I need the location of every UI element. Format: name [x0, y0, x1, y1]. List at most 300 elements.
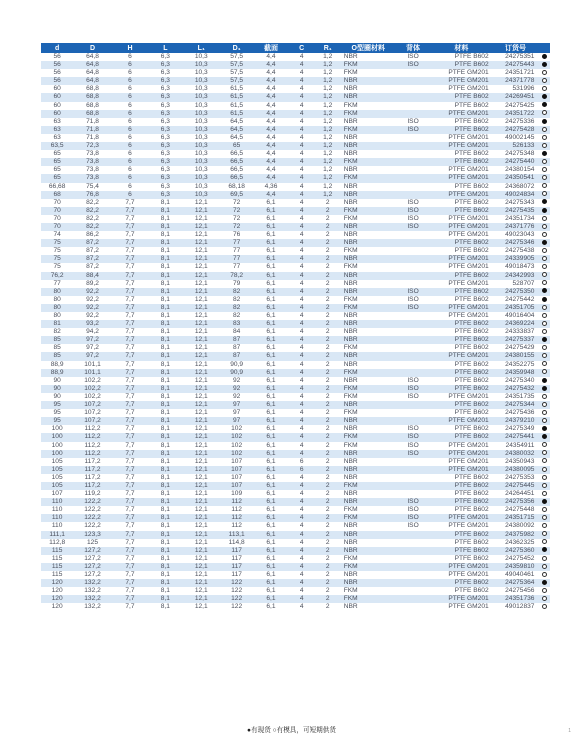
cell-section: 6,1 [253, 288, 288, 296]
cell-order-no: 24380154 [505, 166, 535, 174]
cell-L1: 10,3 [183, 191, 220, 199]
table-row [41, 110, 550, 118]
cell-material: PTFE B602 [454, 198, 489, 206]
cell-H: 6 [128, 117, 132, 125]
cell-oring-material: NBR [341, 531, 396, 539]
cell-D1: 122 [220, 579, 253, 587]
table-row [41, 312, 550, 320]
cell-d: 88,9 [50, 360, 64, 368]
cell-backing: ISO [407, 506, 419, 514]
cell-material: PTFE B602 [454, 360, 489, 368]
cell-backing [396, 539, 430, 547]
cell-R1: 2 [315, 369, 341, 377]
cell-C: 4 [299, 571, 304, 578]
cell-section: 6,1 [253, 595, 288, 603]
in-stock-dot-icon [542, 337, 547, 342]
cell-R1: 1,2 [315, 126, 341, 134]
cell-backing [396, 85, 430, 93]
cell-availability [538, 223, 550, 231]
cell-D: 94,2 [86, 328, 99, 336]
mold-available-circle-icon [542, 483, 547, 488]
cell-d: 90 [41, 385, 73, 393]
cell-D1: 77 [220, 239, 253, 247]
cell-L1: 12,1 [194, 328, 208, 336]
table-row [41, 61, 550, 69]
mold-available-circle-icon [542, 264, 547, 269]
cell-R1: 1,2 [315, 77, 341, 85]
cell-D: 88,4 [73, 272, 112, 280]
cell-H: 7,7 [125, 441, 135, 449]
cell-L1: 12,1 [183, 547, 220, 555]
cell-L: 8,1 [160, 263, 170, 271]
cell-L1: 12,1 [183, 450, 220, 458]
cell-order-no: 24380092 [505, 522, 535, 530]
cell-R1: 2 [315, 547, 341, 555]
cell-availability [538, 134, 550, 142]
cell-order-no: 24275441 [493, 433, 539, 441]
cell-d: 107 [51, 490, 63, 498]
cell-R1: 2 [325, 312, 330, 319]
cell-section: 6,1 [253, 385, 288, 393]
cell-order-no: 24275428 [493, 126, 539, 134]
cell-L1: 12,1 [183, 514, 220, 522]
cell-R1: 1,2 [315, 110, 341, 118]
cell-availability [538, 401, 550, 409]
cell-section: 4,4 [266, 101, 276, 109]
cell-availability [538, 288, 550, 296]
cell-C: 4 [289, 320, 315, 328]
cell-d: 68 [41, 191, 73, 199]
cell-material: PTFE B602 [430, 272, 492, 280]
cell-C: 4 [289, 207, 315, 215]
cell-order-no: 24380155 [493, 352, 539, 360]
cell-availability [538, 142, 550, 150]
cell-d: 105 [51, 473, 63, 481]
cell-L: 8,1 [160, 522, 170, 530]
cell-L: 6,3 [160, 166, 170, 174]
cell-availability [538, 506, 550, 514]
cell-D: 87,2 [86, 247, 99, 255]
cell-material: PTFE B602 [430, 126, 492, 134]
cell-R1: 2 [315, 563, 341, 571]
table-row [41, 417, 550, 425]
cell-d: 56 [41, 77, 73, 85]
cell-material: PTFE B602 [454, 117, 489, 125]
cell-D1: 102 [231, 425, 243, 433]
cell-material: PTFE B602 [430, 288, 492, 296]
cell-L: 8,1 [148, 531, 182, 539]
cell-order-no: 24351721 [505, 69, 535, 77]
cell-section: 6,1 [253, 417, 288, 425]
cell-H: 7,7 [112, 207, 148, 215]
cell-D: 102,2 [73, 385, 112, 393]
table-row [41, 142, 550, 150]
cell-L1: 12,1 [183, 288, 220, 296]
cell-section: 6,1 [253, 401, 288, 409]
header-oring-material: O型圈材料 [341, 43, 396, 53]
cell-C: 4 [289, 288, 315, 296]
table-row [41, 442, 550, 450]
cell-R1: 2 [315, 207, 341, 215]
mold-available-circle-icon [542, 135, 547, 140]
cell-D1: 97 [232, 409, 241, 417]
in-stock-dot-icon [542, 54, 547, 59]
cell-L: 8,1 [160, 328, 170, 336]
cell-H: 7,7 [112, 369, 148, 377]
cell-H: 7,7 [125, 506, 135, 514]
cell-L1: 12,1 [183, 385, 220, 393]
table-row [41, 320, 550, 328]
cell-R1: 2 [315, 595, 341, 603]
cell-availability [538, 93, 550, 101]
cell-D1: 90,9 [220, 369, 253, 377]
header-L1: L₁ [183, 43, 220, 53]
mold-available-circle-icon [542, 531, 547, 536]
cell-d: 120 [41, 595, 73, 603]
cell-H: 7,7 [112, 385, 148, 393]
cell-backing: ISO [407, 295, 419, 303]
cell-oring-material: FKM [343, 554, 358, 562]
cell-H: 6 [112, 77, 148, 85]
cell-L: 8,1 [160, 441, 170, 449]
cell-material: PTFE B602 [454, 328, 489, 336]
cell-R1: 2 [315, 579, 341, 587]
cell-D1: 87 [220, 336, 253, 344]
cell-D1: 77 [232, 247, 241, 255]
table-header-row [41, 43, 550, 53]
cell-order-no: 24275337 [493, 336, 539, 344]
cell-L1: 12,1 [194, 554, 208, 562]
cell-L: 8,1 [148, 563, 182, 571]
cell-D1: 66,5 [220, 174, 253, 182]
cell-D1: 66,5 [230, 150, 244, 158]
cell-availability [538, 352, 550, 360]
cell-R1: 2 [325, 360, 330, 368]
cell-order-no: 24339905 [493, 255, 539, 263]
cell-D: 92,2 [73, 288, 112, 296]
cell-section: 6,1 [266, 603, 276, 611]
cell-material: PTFE B602 [430, 482, 492, 490]
cell-section: 6,1 [253, 547, 288, 555]
cell-order-no: 24269451 [493, 93, 539, 101]
cell-D1: 64,5 [220, 126, 253, 134]
cell-d: 110 [41, 498, 73, 506]
cell-H: 7,7 [112, 433, 148, 441]
cell-order-no: 24375982 [493, 531, 539, 539]
cell-section: 6,1 [253, 336, 288, 344]
cell-H: 7,7 [125, 409, 135, 417]
cell-D: 102,2 [84, 376, 101, 384]
cell-material: PTFE GM201 [448, 392, 489, 400]
cell-R1: 2 [315, 514, 341, 522]
cell-L: 8,1 [148, 547, 182, 555]
cell-L1: 12,1 [183, 255, 220, 263]
cell-material: PTFE B602 [454, 344, 489, 352]
mold-available-circle-icon [542, 280, 547, 285]
cell-D: 64,8 [86, 69, 99, 77]
cell-D1: 87 [232, 344, 241, 352]
cell-R1: 1,2 [323, 117, 333, 125]
cell-L1: 12,1 [194, 506, 208, 514]
cell-D1: 82 [232, 312, 241, 319]
cell-d: 115 [41, 563, 73, 571]
cell-C: 6 [289, 466, 315, 474]
cell-d: 70 [53, 198, 61, 206]
cell-order-no: 24275351 [505, 53, 535, 60]
cell-order-no: 24352275 [505, 360, 535, 368]
cell-H: 6 [112, 142, 148, 150]
cell-L1: 12,1 [194, 571, 208, 578]
cell-R1: 1,2 [315, 93, 341, 101]
cell-L: 6,3 [160, 150, 170, 158]
cell-H: 6 [128, 182, 132, 190]
cell-R1: 1,2 [315, 61, 341, 69]
cell-d: 115 [41, 547, 73, 555]
cell-oring-material: NBR [341, 223, 396, 231]
mold-available-circle-icon [542, 369, 547, 374]
cell-L: 8,1 [160, 587, 170, 595]
cell-backing [396, 272, 430, 280]
cell-L1: 12,1 [194, 587, 208, 595]
cell-L: 8,1 [148, 514, 182, 522]
cell-section: 6,1 [253, 207, 288, 215]
cell-C: 4 [289, 272, 315, 280]
cell-C: 4 [289, 595, 315, 603]
cell-L1: 12,1 [183, 272, 220, 280]
cell-C: 4 [289, 93, 315, 101]
cell-order-no: 24351735 [505, 392, 535, 400]
cell-section: 6,1 [266, 538, 276, 546]
cell-D: 132,2 [84, 587, 101, 595]
cell-D: 73,8 [86, 166, 99, 174]
cell-backing: ISO [396, 126, 430, 134]
cell-L: 6,3 [160, 53, 170, 60]
cell-L: 8,1 [160, 344, 170, 352]
cell-availability [538, 85, 550, 93]
cell-order-no: 24275344 [493, 401, 539, 409]
cell-D1: 77 [220, 255, 253, 263]
cell-section: 6,1 [253, 239, 288, 247]
cell-C: 4 [299, 101, 304, 109]
cell-backing [396, 458, 430, 466]
cell-order-no: 24275452 [505, 554, 535, 562]
cell-material: PTFE GM201 [430, 352, 492, 360]
cell-backing [396, 312, 430, 320]
cell-oring-material: FKM [343, 587, 358, 595]
cell-section: 6,1 [266, 490, 276, 498]
cell-backing [396, 531, 430, 539]
cell-backing [396, 401, 430, 409]
cell-C: 4 [299, 182, 304, 190]
cell-backing [396, 263, 430, 271]
mold-available-circle-icon [542, 272, 547, 277]
cell-d: 112,8 [49, 538, 66, 546]
cell-L1: 12,1 [183, 352, 220, 360]
table-row [41, 595, 550, 603]
cell-L: 8,1 [148, 336, 182, 344]
cell-order-no: 24380032 [493, 450, 539, 458]
cell-material: PTFE B602 [430, 239, 492, 247]
cell-availability [538, 498, 550, 506]
cell-section: 6,1 [253, 304, 288, 312]
cell-section: 6,1 [266, 457, 276, 465]
cell-L1: 12,1 [183, 531, 220, 539]
cell-section: 6,1 [266, 441, 276, 449]
mold-available-circle-icon [542, 167, 547, 172]
table-row [41, 425, 550, 433]
cell-d: 70 [41, 207, 73, 215]
cell-L: 8,1 [160, 198, 170, 206]
cell-L1: 12,1 [183, 369, 220, 377]
in-stock-dot-icon [542, 199, 547, 204]
cell-D1: 82 [220, 288, 253, 296]
cell-C: 4 [299, 117, 304, 125]
cell-material: PTFE GM201 [430, 450, 492, 458]
cell-L: 8,1 [160, 473, 170, 481]
cell-backing: ISO [407, 117, 419, 125]
table-row [41, 531, 550, 539]
cell-D1: 61,5 [230, 101, 244, 109]
table-row [41, 474, 550, 482]
cell-H: 7,7 [125, 312, 135, 319]
cell-L: 6,3 [160, 117, 170, 125]
cell-order-no: 24350541 [493, 174, 539, 182]
table-row [41, 482, 550, 490]
cell-material: PTFE B602 [454, 247, 489, 255]
table-row [41, 126, 550, 134]
cell-section: 6,1 [266, 587, 276, 595]
cell-H: 7,7 [125, 214, 135, 222]
mold-available-circle-icon [542, 491, 547, 496]
cell-H: 7,7 [125, 571, 135, 578]
cell-backing: ISO [407, 522, 419, 530]
cell-d: 70 [41, 223, 73, 231]
cell-R1: 2 [325, 198, 330, 206]
cell-oring-material: NBR [343, 312, 358, 319]
cell-C: 4 [299, 473, 304, 481]
cell-order-no: 24275360 [493, 547, 539, 555]
cell-oring-material: NBR [343, 198, 358, 206]
mold-available-circle-icon [542, 604, 547, 609]
cell-D: 97,2 [73, 336, 112, 344]
cell-oring-material: NBR [341, 272, 396, 280]
cell-material: PTFE GM201 [430, 223, 492, 231]
cell-order-no: 24275438 [505, 247, 535, 255]
cell-material: PTFE B602 [454, 409, 489, 417]
cell-section: 4,4 [253, 142, 288, 150]
mold-available-circle-icon [542, 127, 547, 132]
table-row [41, 150, 550, 158]
availability-legend: ●有现货 ○有模具，可短期供货 [247, 727, 336, 734]
cell-D1: 107 [231, 473, 243, 481]
cell-D: 75,4 [86, 182, 99, 190]
cell-section: 6,1 [253, 531, 288, 539]
cell-d: 65 [41, 158, 73, 166]
cell-oring-material: NBR [343, 166, 358, 174]
cell-L: 8,1 [148, 401, 182, 409]
in-stock-dot-icon [542, 499, 547, 504]
cell-C: 4 [299, 392, 304, 400]
cell-C: 4 [299, 214, 304, 222]
cell-L1: 12,1 [194, 263, 208, 271]
cell-order-no: 24342993 [493, 272, 539, 280]
cell-material: PTFE B602 [430, 385, 492, 393]
cell-L1: 12,1 [183, 223, 220, 231]
cell-C: 4 [299, 166, 304, 174]
cell-section: 6,1 [253, 433, 288, 441]
mold-available-circle-icon [542, 556, 547, 561]
cell-section: 6,1 [266, 198, 276, 206]
cell-C: 4 [289, 369, 315, 377]
cell-backing: ISO [396, 61, 430, 69]
cell-C: 4 [299, 295, 304, 303]
cell-H: 7,7 [125, 247, 135, 255]
cell-D1: 61,5 [220, 93, 253, 101]
cell-d: 80 [41, 304, 73, 312]
cell-section: 4,4 [266, 117, 276, 125]
cell-R1: 2 [315, 304, 341, 312]
cell-backing [396, 320, 430, 328]
cell-availability [538, 563, 550, 571]
mold-available-circle-icon [542, 515, 547, 520]
table-row [41, 458, 550, 466]
cell-order-no: 24351734 [505, 214, 535, 222]
cell-H: 7,7 [112, 498, 148, 506]
cell-D1: 83 [220, 320, 253, 328]
cell-R1: 2 [325, 344, 330, 352]
cell-backing [396, 174, 430, 182]
cell-d: 63 [53, 133, 61, 141]
cell-H: 6 [112, 174, 148, 182]
cell-section: 4,4 [253, 126, 288, 134]
table-row [41, 587, 550, 595]
cell-material: PTFE GM201 [430, 110, 492, 118]
cell-section: 6,1 [266, 409, 276, 417]
cell-H: 7,7 [125, 603, 135, 611]
mold-available-circle-icon [542, 313, 547, 318]
cell-availability [538, 304, 550, 312]
cell-material: PTFE GM201 [430, 77, 492, 85]
cell-C: 4 [299, 506, 304, 514]
cell-availability [538, 255, 550, 263]
cell-availability [538, 385, 550, 393]
cell-R1: 2 [315, 466, 341, 474]
cell-R1: 2 [325, 506, 330, 514]
in-stock-dot-icon [542, 434, 547, 439]
cell-D1: 57,5 [220, 77, 253, 85]
cell-D1: 72 [220, 223, 253, 231]
cell-R1: 2 [325, 376, 330, 384]
cell-oring-material: FKM [341, 304, 396, 312]
mold-available-circle-icon [542, 361, 547, 366]
product-table-container [41, 43, 550, 611]
cell-availability [538, 433, 550, 441]
cell-material: PTFE B602 [454, 295, 489, 303]
cell-H: 7,7 [112, 417, 148, 425]
cell-H: 7,7 [125, 360, 135, 368]
cell-section: 4,36 [264, 182, 278, 190]
cell-availability [538, 126, 550, 134]
cell-order-no: 24362325 [505, 538, 535, 546]
cell-L1: 12,1 [183, 595, 220, 603]
cell-material: PTFE B602 [454, 506, 489, 514]
cell-material: PTFE GM201 [448, 441, 489, 449]
cell-oring-material: FKM [343, 247, 358, 255]
cell-L: 6,3 [148, 61, 182, 69]
cell-order-no: 24359810 [493, 563, 539, 571]
cell-R1: 1,2 [323, 166, 333, 174]
cell-D1: 82 [220, 304, 253, 312]
